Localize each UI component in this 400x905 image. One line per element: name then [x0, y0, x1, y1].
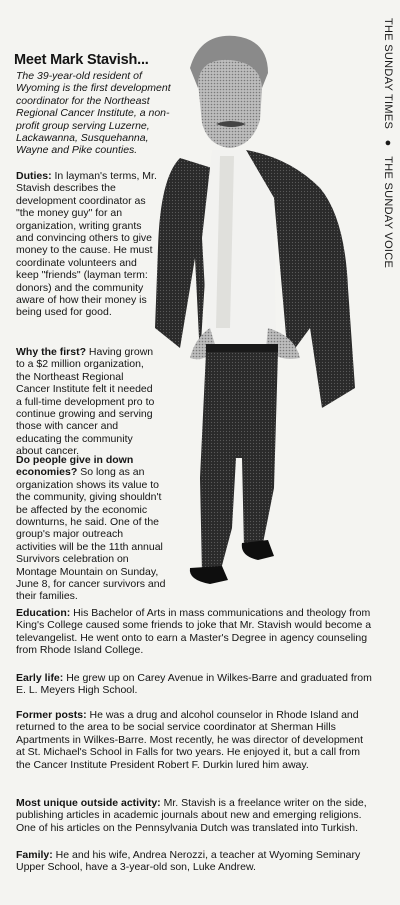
- section-text: Mr. Stavish is a freelance writer on the side, publishing articles in academic journals about new and emerging religions. One of his articles on the Pennsylvania Dutch was translated into Turkish.: [16, 797, 367, 834]
- section-text: In layman's terms, Mr. Stavish describes the development coordinator as "the money guy" for an organization, writing grants and convincing others to give money to the cause. He must coordinate volunteers and keep "friends" (layman term: donors) and the community aware of how their money is being used for good.: [16, 170, 157, 319]
- section-text: He and his wife, Andrea Nerozzi, a teacher at Wyoming Seminary Upper School, have a 3-year-old son, Luke Andrew.: [16, 849, 361, 874]
- section-label: Education:: [16, 607, 71, 619]
- section-label: Duties:: [16, 170, 52, 182]
- section-label: [382, 18, 394, 268]
- section-education: [16, 607, 374, 657]
- section-label-right: THE SUNDAY VOICE: [382, 156, 394, 269]
- section-label: Early life:: [16, 672, 64, 684]
- section-outside-activity: [16, 797, 374, 834]
- section-text: He grew up on Carey Avenue in Wilkes-Barre and graduated from E. L. Meyers High School.: [16, 672, 372, 697]
- section-label: Do people give in down economies?: [16, 454, 134, 479]
- section-text: He was a drug and alcohol counselor in Rhode Island and returned to the area to be social service coordinator at Sherman Hills Apartments in Wilkes-Barre. Most recently, he was director of development at St. Michael's School in Falls for two years. He enjoyed it, but a call from the Cancer Institute President Robert F. Durkin lured him away.: [16, 709, 364, 771]
- section-text: His Bachelor of Arts in mass communications and theology from King's College caused some friends to joke that Mr. Stavish would become a televangelist. He went onto to earn a Master's Degree in agency counseling from Rhode Island College.: [16, 607, 372, 657]
- section-why-first: [16, 346, 158, 458]
- section-label: Family:: [16, 849, 53, 861]
- headline: Meet Mark Stavish...: [14, 52, 149, 68]
- section-text: So long as an organization shows its value to the community, giving shouldn't be affected by the economic downturns, he said. One of the group's major outreach activities will be the 11th annual Survivors celebration on Montage Mountain on Sunday, June 8, for cancer survivors and their families.: [16, 466, 166, 603]
- section-label: Why the first?: [16, 346, 86, 358]
- section-former-posts: [16, 709, 374, 771]
- section-early-life: [16, 672, 374, 697]
- section-text: Having grown to a $2 million organization, the Northeast Regional Cancer Institute felt it needed a full-time development pro to continue growing and serving those with cancer and educating the community about cancer.: [16, 346, 155, 458]
- section-duties: [16, 170, 158, 319]
- intro-paragraph: The 39-year-old resident of Wyoming is the first development coordinator for the Northeast Regional Cancer Institute, a non-profit group serving Luzerne, Lackawanna, Susquehanna, Wayne and Pike counties.: [16, 70, 171, 157]
- section-label: Most unique outside activity:: [16, 797, 161, 809]
- section-label-left: THE SUNDAY TIMES: [382, 18, 394, 130]
- section-label: Former posts:: [16, 709, 87, 721]
- section-down-economies: [16, 454, 166, 603]
- section-family: [16, 849, 374, 874]
- portrait-photo: [150, 28, 360, 593]
- section-label-separator: ●: [382, 136, 394, 149]
